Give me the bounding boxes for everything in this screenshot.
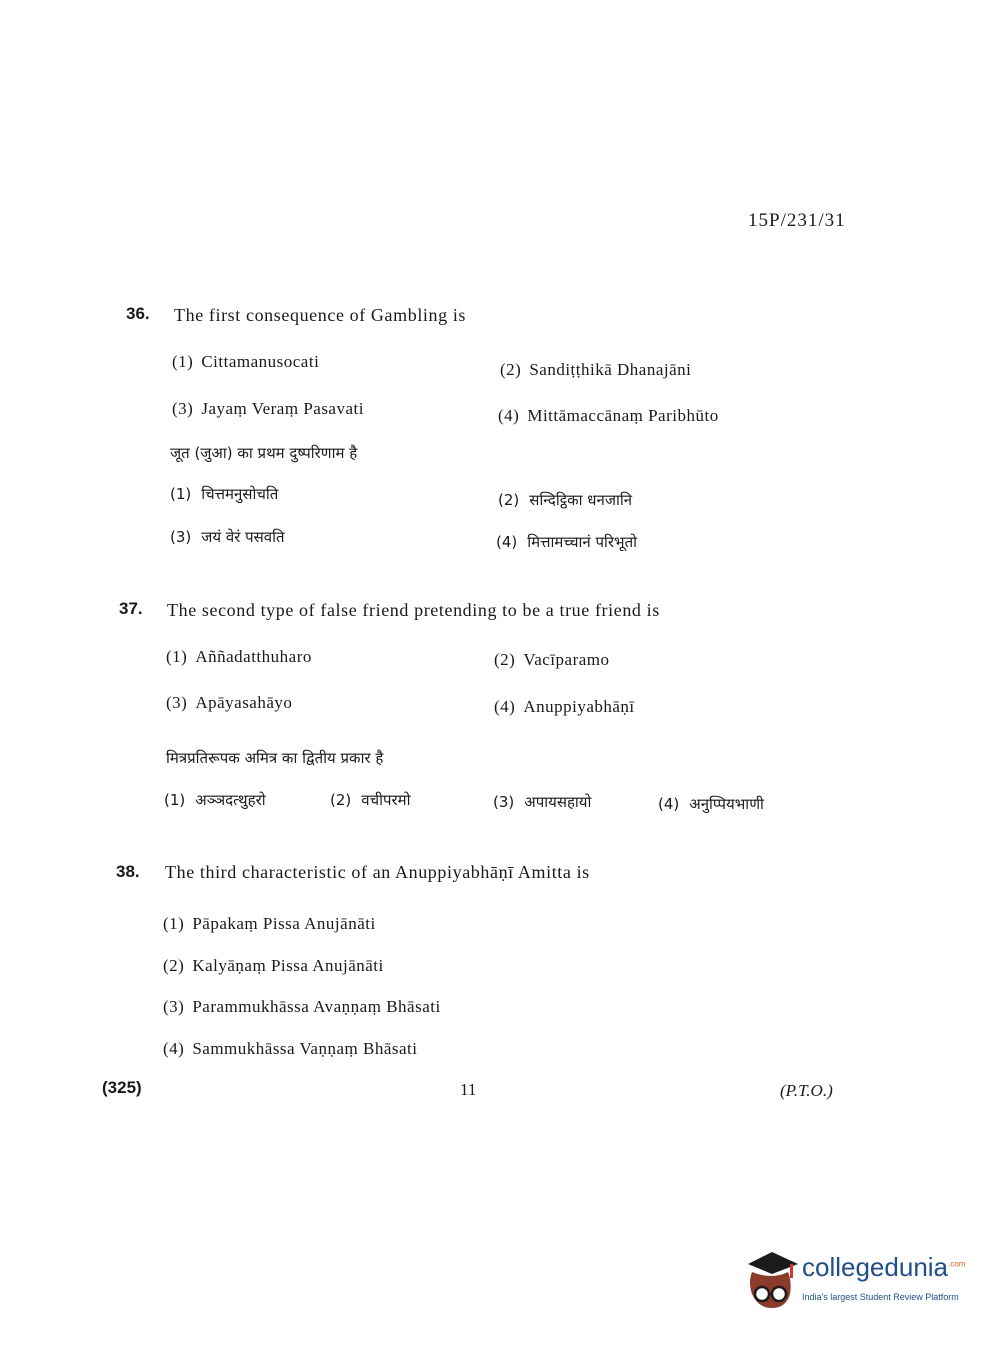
- collegedunia-logo: [742, 1250, 972, 1312]
- option: (3) Jayaṃ Veraṃ Pasavati: [172, 399, 364, 418]
- option-hindi: (1) अञ्ञदत्थुहरो: [164, 791, 266, 809]
- option-hindi: (4) अनुप्पियभाणी: [658, 795, 764, 813]
- option: (3) Apāyasahāyo: [166, 693, 293, 712]
- option: (3) Parammukhāssa Avaṇṇaṃ Bhāsati: [163, 997, 441, 1016]
- option: (4) Mittāmaccānaṃ Paribhūto: [498, 406, 719, 425]
- question-text: The second type of false friend pretending to be a true friend is: [167, 600, 660, 620]
- option: (1) Pāpakaṃ Pissa Anujānāti: [163, 914, 376, 933]
- paper-code: 15P/231/31: [748, 210, 846, 231]
- option-hindi: (4) मित्तामच्चानं परिभूतो: [496, 533, 638, 551]
- question-text: The third characteristic of an Anuppiyabhāṇī Amitta is: [165, 862, 590, 882]
- page-number: 11: [460, 1080, 477, 1099]
- mascot-icon: [742, 1250, 800, 1312]
- pto-label: (P.T.O.): [780, 1081, 833, 1100]
- option-hindi: (1) चित्तमनुसोचति: [170, 485, 279, 503]
- option-hindi: (2) सन्दिट्ठिका धनजानि: [498, 491, 633, 509]
- option: (4) Sammukhāssa Vaṇṇaṃ Bhāsati: [163, 1039, 418, 1058]
- question-number: 37.: [119, 599, 143, 618]
- option: (2) Sandiṭṭhikā Dhanajāni: [500, 360, 692, 379]
- option: (1) Aññadatthuharo: [166, 647, 312, 666]
- option: (4) Anuppiyabhāṇī: [494, 697, 635, 716]
- question-number: 36.: [126, 304, 150, 323]
- option: (2) Vacīparamo: [494, 650, 610, 669]
- question-text-hindi: जूत (जुआ) का प्रथम दुष्परिणाम है: [170, 444, 358, 462]
- option-hindi: (3) जयं वेरं पसवति: [170, 528, 285, 546]
- set-code: (325): [102, 1078, 142, 1097]
- option-hindi: (2) वचीपरमो: [330, 791, 411, 809]
- question-text: The first consequence of Gambling is: [174, 305, 467, 325]
- option: (1) Cittamanusocati: [172, 352, 320, 371]
- option: (2) Kalyāṇaṃ Pissa Anujānāti: [163, 956, 384, 975]
- logo-tagline: India's largest Student Review Platform: [802, 1292, 959, 1302]
- question-number: 38.: [116, 862, 140, 881]
- logo-wordmark: collegedunia$^{.com}$: [802, 1252, 966, 1282]
- question-text-hindi: मित्रप्रतिरूपक अमित्र का द्वितीय प्रकार है: [166, 749, 384, 767]
- option-hindi: (3) अपायसहायो: [493, 793, 592, 811]
